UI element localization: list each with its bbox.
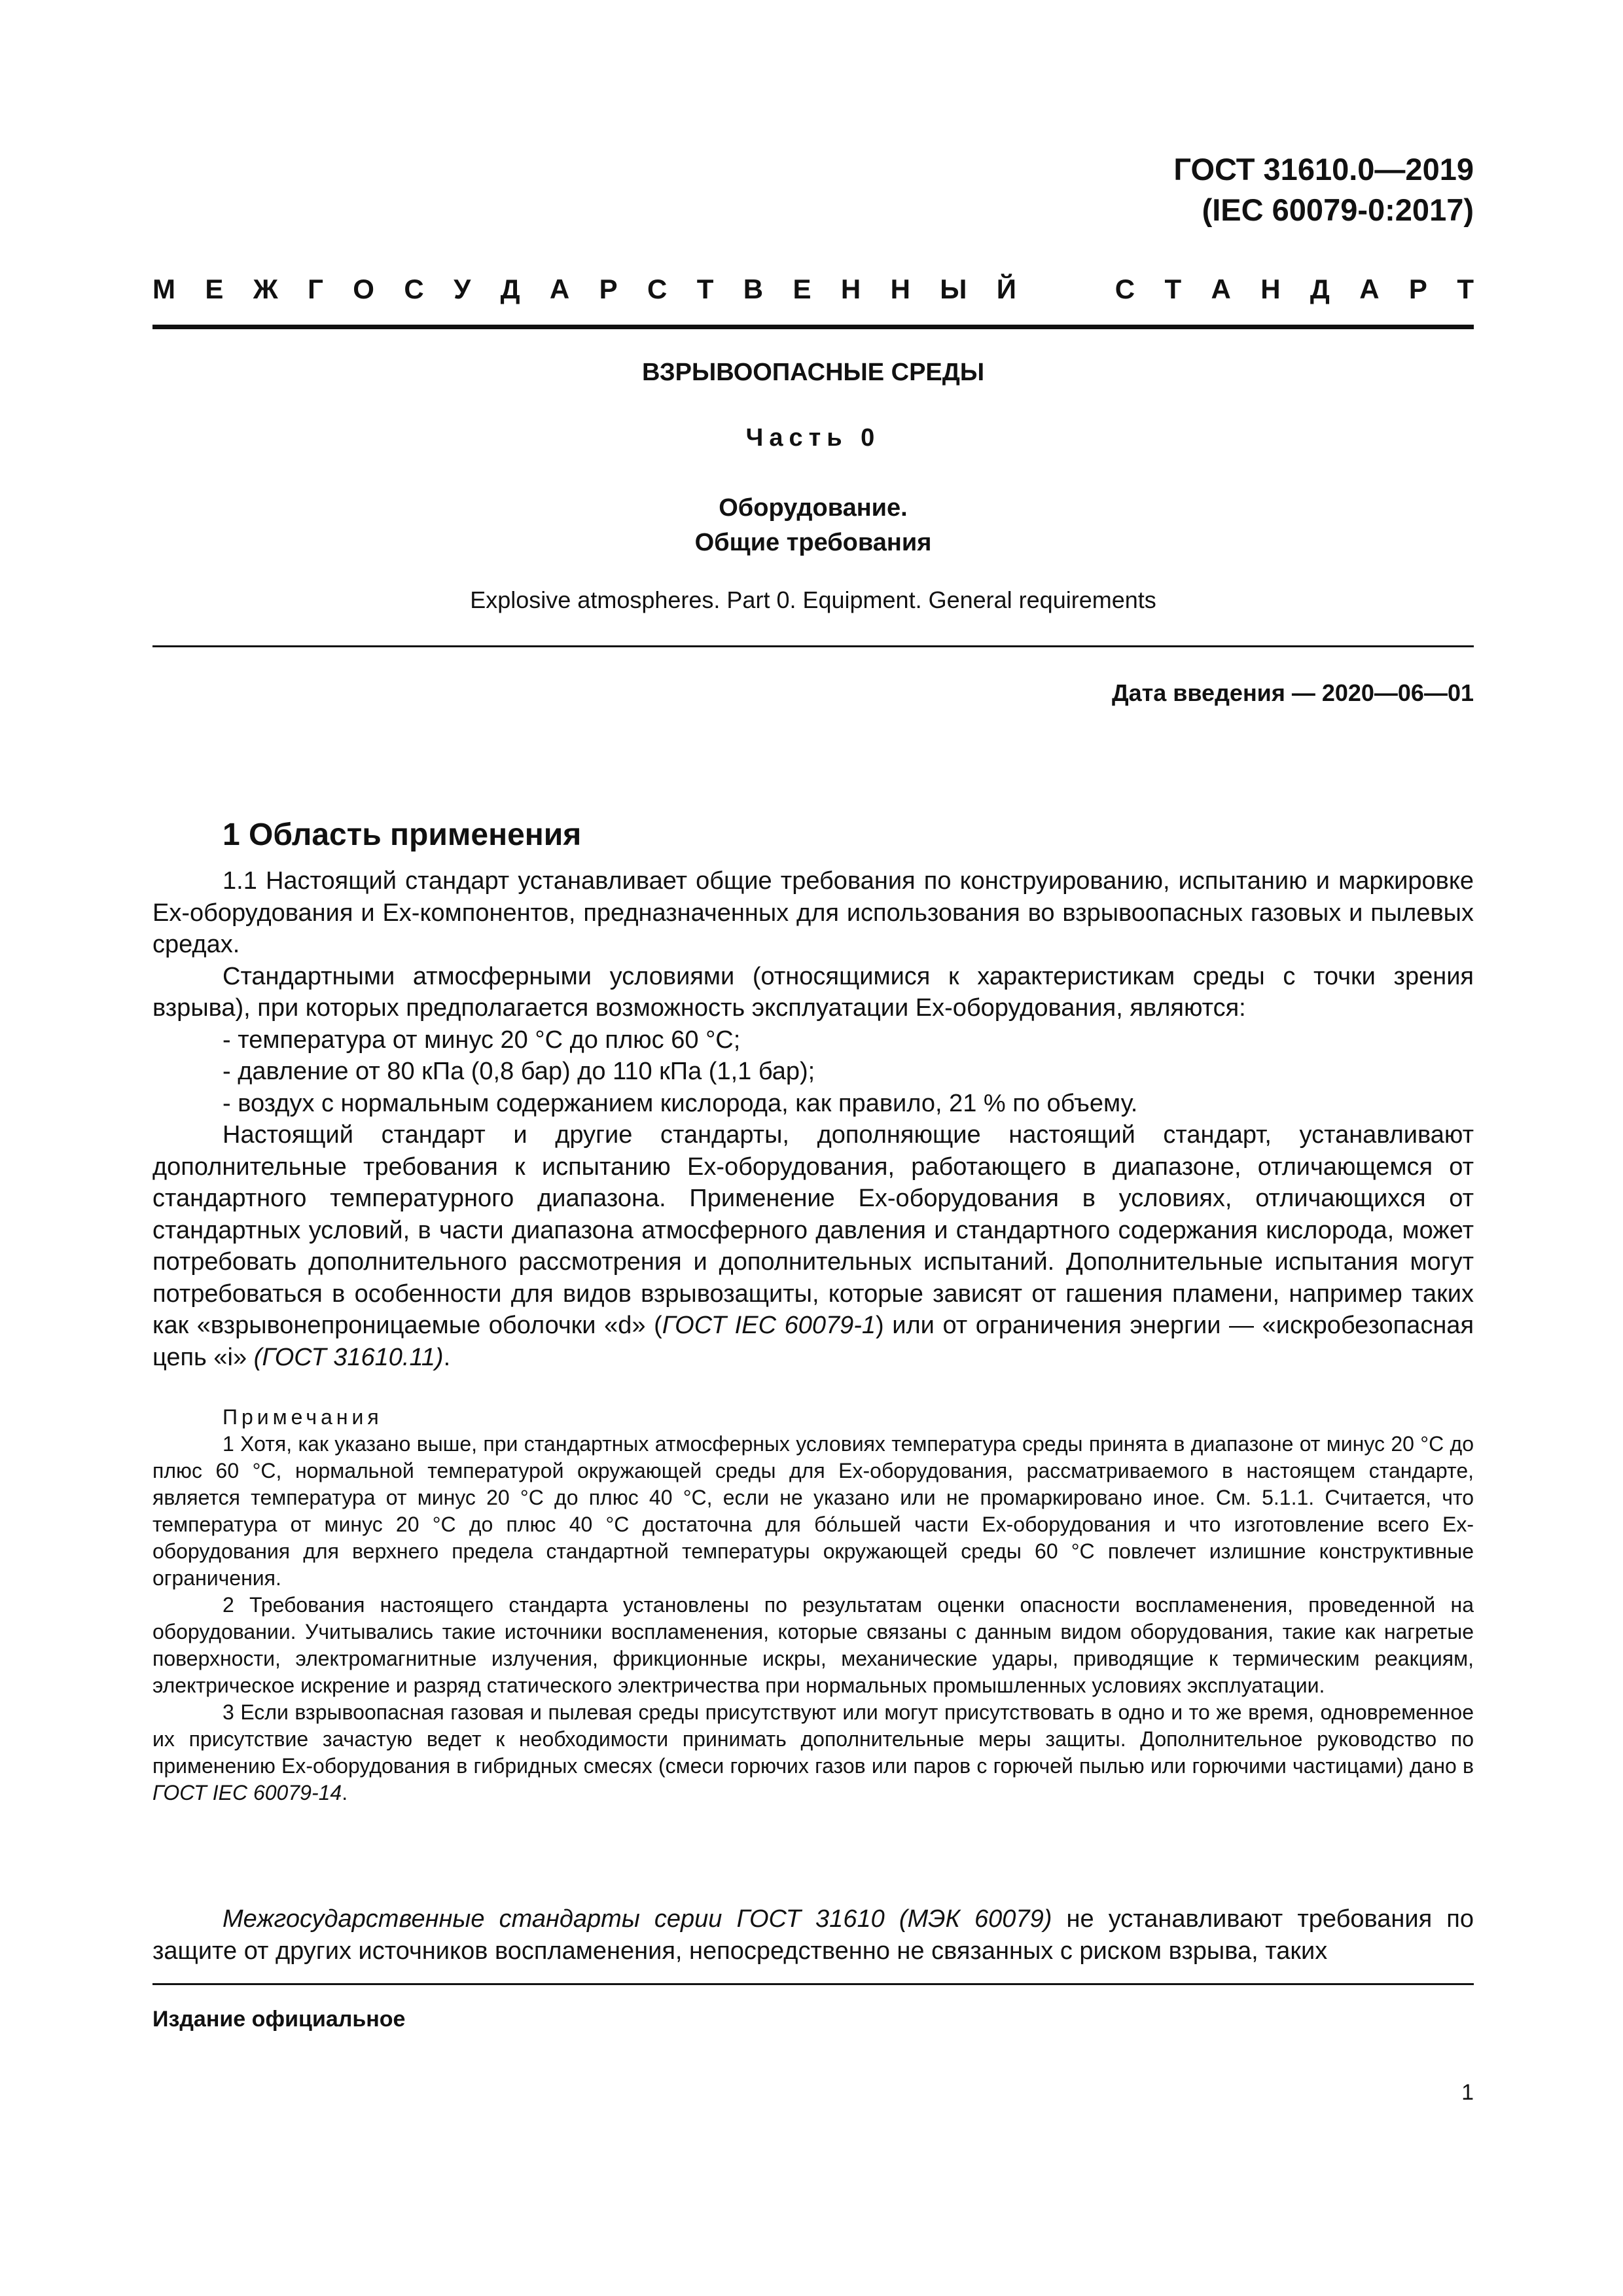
english-title: Explosive atmospheres. Part 0. Equipment. General requirements — [470, 586, 1156, 613]
heading-letter: Т — [696, 274, 714, 304]
heading-letter — [1046, 274, 1085, 305]
document-subtitle — [152, 491, 1474, 560]
heading-letter: А — [549, 274, 570, 304]
list-item: - температура от минус 20 °C до плюс 60 °C; — [223, 1026, 741, 1054]
heading-letter: С — [647, 274, 668, 304]
iec-reference: (IEC 60079-0:2017) — [1202, 192, 1474, 227]
introduction-date: Дата введения — 2020—06—01 — [1111, 679, 1474, 706]
paragraph-conditions: Стандартными атмосферными условиями (относящимися к характеристикам среды с точки зрения взрыва), при которых предполагается возможность эксплуатации Ex-оборудования, являются: — [152, 962, 1474, 1022]
subtitle-line-2: Общие требования — [694, 529, 932, 556]
heading-letter: С — [1115, 274, 1135, 304]
section-heading: 1 Область применения — [223, 817, 582, 852]
heading-letter: Ы — [940, 274, 967, 304]
heading-letter: Е — [793, 274, 812, 304]
subtitle-line-1: Оборудование. — [719, 494, 908, 522]
paragraph-text: Настоящий стандарт и другие стандарты, дополняющие настоящий стандарт, устанавливают дополнительные требования к испытанию Ex-оборудования, работающего в диапазоне, отличающемся от стандартного температурного диапазона. Применение Ex-оборудования в условиях, отличающихся от стандартных условий, в части диапазона атмосферного давления и стандартного содержания кислорода, может потребовать дополнительного рассмотрения и дополнительных испытаний. Дополнительные испытания могут потребоваться в особенности для видов взрывозащиты, которые зависят от гашения пламени, например таких как «взрывонепроницаемые оболочки «d» ( — [152, 1121, 1474, 1339]
heading-letter: Н — [890, 274, 910, 304]
heading-letter: О — [353, 274, 374, 304]
heading-letter: В — [743, 274, 764, 304]
note-3 — [152, 1699, 1474, 1806]
title-rule — [152, 645, 1474, 647]
standard-reference: (ГОСТ 31610.11) — [253, 1343, 444, 1371]
section-body — [152, 865, 1474, 1373]
heading-letter: С — [404, 274, 424, 304]
header-rule — [152, 325, 1474, 329]
note-text: . — [342, 1781, 348, 1804]
heading-letter: У — [454, 274, 471, 304]
heading-letter: Н — [1260, 274, 1281, 304]
standard-type-heading — [152, 274, 1474, 305]
heading-letter: М — [152, 274, 175, 304]
standard-reference: ГОСТ IEC 60079-1 — [662, 1312, 876, 1339]
heading-letter: А — [1359, 274, 1380, 304]
note-text: 3 Если взрывоопасная газовая и пылевая среды присутствуют или могут присутствовать в одно и то же время, одновременное их присутствие зачастую ведет к необходимости принимать дополнительные меры защиты. Дополнительное руководство по применению Ex-оборудования в гибридных смесях (смеси горючих газов или паров с горючей пылью или горючими частицами) дано в — [152, 1700, 1474, 1778]
heading-letter: Е — [205, 274, 224, 304]
paragraph-1-1: 1.1 Настоящий стандарт устанавливает общие требования по конструированию, испытанию и маркировке Ex-оборудования и Ex-компонентов, предназначенных для использования во взрывоопасных газовых и пылевых средах. — [152, 867, 1474, 958]
paragraph-text: ) или от ограничения энергии — «искробезопасная цепь «i» — [152, 1312, 1474, 1371]
heading-letter: Р — [1408, 274, 1427, 304]
note-1: 1 Хотя, как указано выше, при стандартных атмосферных условиях температура среды принята в диапазоне от минус 20 °C до плюс 60 °C, нормальной температурой окружающей среды для Ex-оборудования, рассматриваемого в настоящем стандарте, является температура от минус 20 °C до плюс 40 °C, если не указано или не промаркировано иное. См. 5.1.1. Считается, что температура от минус 20 °C до плюс 40 °C достаточна для бо́льшей части Ex-оборудования и что изготовление всего Ex-оборудования для верхнего предела стандартной температуры окружающей среды 60 °C повлечет излишние конструктивные ограничения. — [152, 1432, 1474, 1590]
heading-letter: А — [1211, 274, 1231, 304]
notes-heading: Примечания — [223, 1405, 383, 1429]
notes-block — [152, 1404, 1474, 1806]
heading-letter: Р — [599, 274, 618, 304]
footer-rule — [152, 1983, 1474, 1985]
list-item: - давление от 80 кПа (0,8 бар) до 110 кПа (1,1 бар); — [223, 1058, 815, 1085]
gost-number: ГОСТ 31610.0—2019 — [1173, 152, 1474, 187]
list-item: - воздух с нормальным содержанием кислорода, как правило, 21 % по объему. — [223, 1089, 1138, 1117]
page-number: 1 — [1461, 2080, 1474, 2105]
heading-letter: Й — [996, 274, 1016, 304]
heading-letter: Н — [840, 274, 861, 304]
standard-reference: ГОСТ IEC 60079-14 — [152, 1781, 342, 1804]
note-2: 2 Требования настоящего стандарта установлены по результатам оценки опасности воспламенения, проведенной на оборудовании. Учитывались такие источники воспламенения, которые связаны с данным видом оборудования, такие как нагретые поверхности, электромагнитные излучения, фрикционные искры, механические удары, приводящие к термическим реакциям, электрическое искрение и разряд статического электричества при нормальных промышленных условиях эксплуатации. — [152, 1593, 1474, 1697]
heading-letter: Ж — [253, 274, 278, 304]
heading-letter: Т — [1164, 274, 1182, 304]
paragraph-text: . — [443, 1343, 451, 1371]
standard-reference: Межгосударственные стандарты серии ГОСТ 31610 (МЭК 60079) — [223, 1905, 1052, 1933]
part-label: Часть 0 — [745, 424, 881, 452]
official-edition-label: Издание официальное — [152, 2007, 406, 2032]
document-designation — [1173, 149, 1474, 230]
heading-letter: Д — [500, 274, 520, 304]
paragraph-additional — [152, 1119, 1474, 1373]
heading-letter: Д — [1310, 274, 1330, 304]
heading-letter: Т — [1457, 274, 1474, 304]
closing-paragraph — [152, 1903, 1474, 1967]
heading-letter: Г — [308, 274, 323, 304]
document-title: ВЗРЫВООПАСНЫЕ СРЕДЫ — [641, 359, 985, 386]
paragraph-text: не устанавливают требования по защите от других источников воспламенения, непосредственно не связанных с риском взрыва, таких — [152, 1905, 1474, 1965]
